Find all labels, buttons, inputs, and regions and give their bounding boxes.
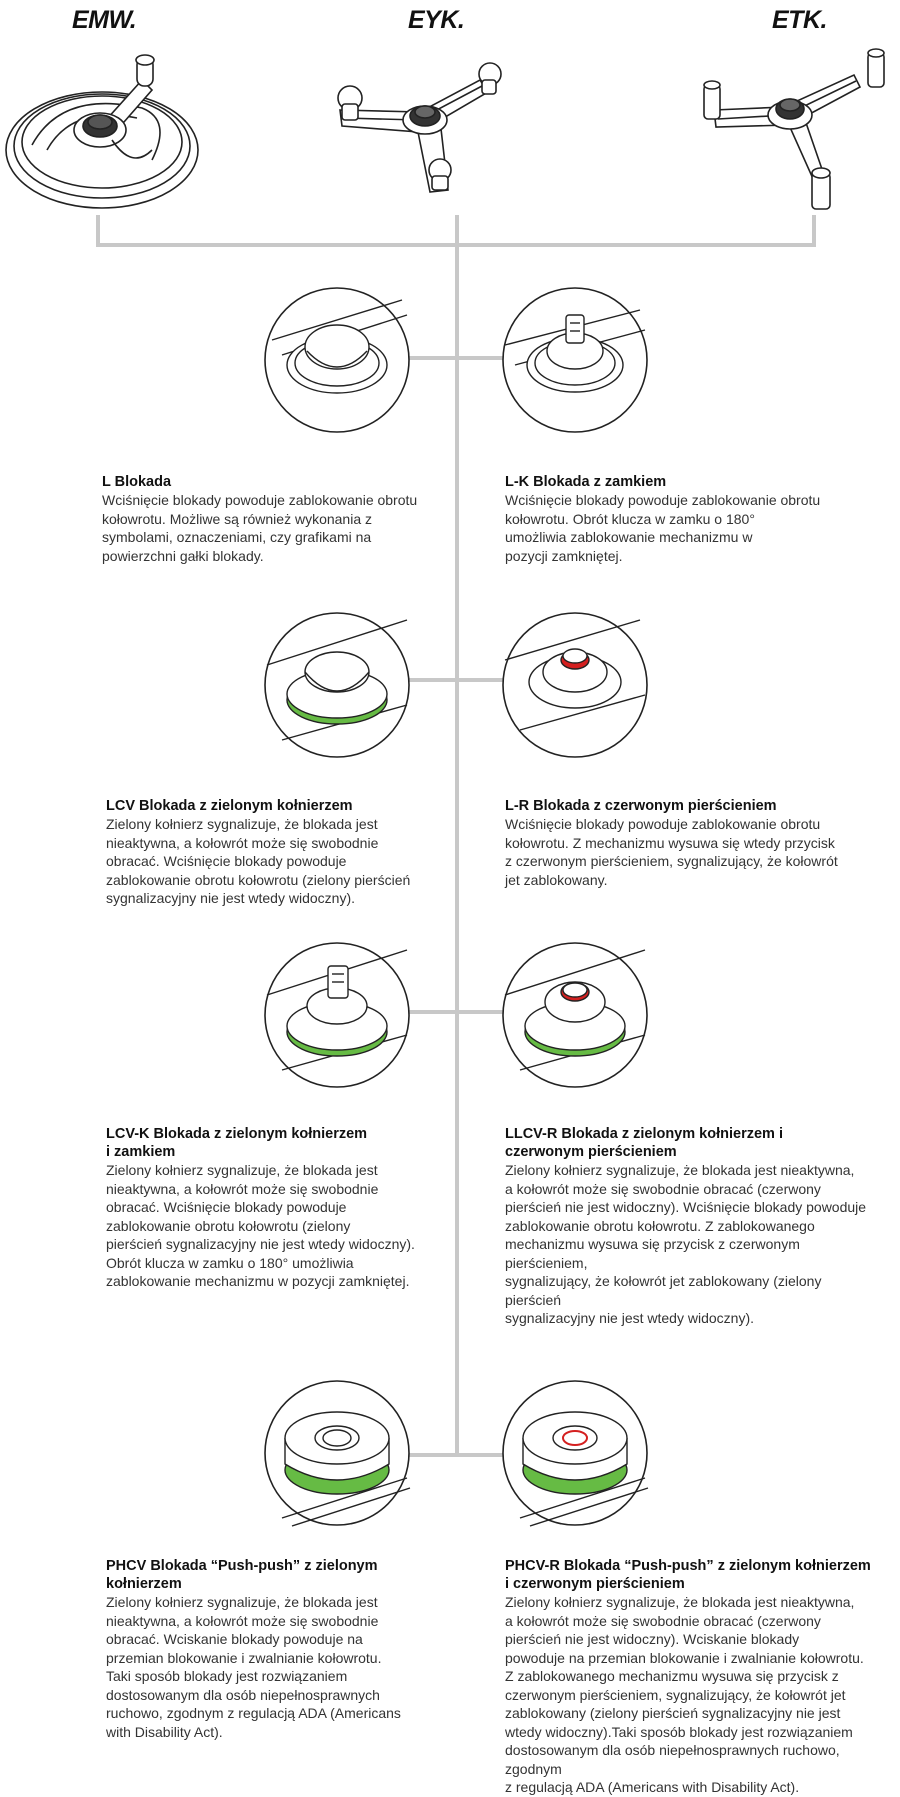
lock-phcvr-line: czerwonym pierścieniem, sygnalizujący, że kołowrót jet (505, 1686, 846, 1703)
lock-phcvr-line: powoduje na przemian blokowanie i zwalnianie kołowrotu. (505, 1649, 864, 1666)
lock-lcv-block (106, 797, 476, 908)
lock-phcvr-line: zablokowany (zielony pierścień sygnalizacyjny nie jest (505, 1705, 841, 1721)
lock-l-line: symbolami, oznaczeniami, czy grafikami na (102, 529, 372, 545)
lock-llcvr-block (505, 1125, 875, 1328)
lock-l-title: L Blokada (102, 474, 172, 490)
lock-l-line: powierzchni gałki blokady. (102, 547, 264, 564)
emw-wheel-image (2, 50, 202, 210)
lock-phcvr-line: wtedy widoczny).Taki sposób blokady jest rozwiązaniem (505, 1723, 853, 1740)
lock-l-line: Wciśnięcie blokady powoduje zablokowanie obrotu (102, 492, 418, 508)
lock-llcvr-title: LLCV-R Blokada z zielonym kołnierzem i (505, 1126, 783, 1142)
lock-phcvr-line: Z zablokowanego mechanizmu wysuwa się przycisk z (505, 1668, 839, 1684)
lock-phcvr-title: PHCV-R Blokada “Push-push” z zielonym kołnierzem (505, 1558, 871, 1574)
lock-phcvr-line: pierścień nie jest widoczny). Wciskanie blokady (505, 1631, 800, 1647)
lock-lcvk-line: obracać. Wciśnięcie blokady powoduje (106, 1199, 347, 1215)
knob-red-ring-icon (500, 610, 650, 760)
lock-lcv-line: Zielony kołnierz sygnalizuje, że blokada jest (106, 816, 378, 832)
lock-lcvk-title: LCV-K Blokada z zielonym kołnierzem (106, 1126, 368, 1142)
lock-lk-line: umożliwia zablokowanie mechanizmu w (505, 529, 753, 545)
lock-phcv-title: PHCV Blokada “Push-push” z zielonym (106, 1558, 378, 1574)
lock-phcvr-line: Zielony kołnierz sygnalizuje, że blokada jest nieaktywna, (505, 1594, 855, 1610)
etk-three-arm-image (694, 45, 894, 215)
lock-lr-title: L-R Blokada z czerwonym pierścieniem (505, 798, 777, 814)
lock-l-block (102, 473, 472, 565)
lock-lk-line: pozycji zamkniętej. (505, 547, 623, 564)
lock-phcvr-line: dostosowanym dla osób niepełnosprawnych ruchowo, zgodnym (505, 1742, 840, 1777)
lock-lcv-title: LCV Blokada z zielonym kołnierzem (106, 798, 353, 814)
lock-lr-line: kołowrotu. Z mechanizmu wysuwa się wtedy przycisk (505, 834, 835, 851)
model-title-eyk: EYK. (408, 6, 465, 34)
lock-llcvr-line: a kołowrót może się swobodnie obracać (czerwony (505, 1180, 821, 1197)
lock-lcvk-line: pierścień sygnalizacyjny nie jest wtedy widoczny). (106, 1236, 415, 1252)
lock-lcv-line: obracać. Wciśnięcie blokady powoduje (106, 853, 347, 869)
lock-phcvr-line: z regulacją ADA (Americans with Disability Act). (505, 1779, 800, 1795)
lock-llcvr-line: sygnalizacyjny nie jest wtedy widoczny). (505, 1310, 754, 1326)
lock-phcv-line: obracać. Wciskanie blokady powoduje na (106, 1631, 363, 1647)
lock-lk-line: kołowrotu. Obrót klucza w zamku o 180° (505, 510, 755, 527)
lock-lcv-line: zablokowanie obrotu kołowrotu (zielony pierścień (106, 871, 411, 888)
lock-lcv-line: nieaktywna, a kołowrót może się swobodnie (106, 834, 379, 851)
eyk-three-arm-image (330, 60, 530, 210)
lock-phcv-line: Taki sposób blokady jest rozwiązaniem (106, 1668, 348, 1684)
knob-icon (262, 285, 412, 435)
lock-lcvk-line: Zielony kołnierz sygnalizuje, że blokada jest (106, 1162, 378, 1178)
model-title-etk: ETK. (772, 6, 827, 34)
lock-lk-line: Wciśnięcie blokady powoduje zablokowanie obrotu (505, 492, 821, 508)
knob-green-red-icon (500, 940, 650, 1090)
lock-lcvk-title: i zamkiem (106, 1144, 176, 1160)
lock-llcvr-line: sygnalizujący, że kołowrót jet zablokowany (zielony pierścień (505, 1273, 822, 1308)
knob-green-key-icon (262, 940, 412, 1090)
lock-phcvr-block (505, 1557, 895, 1797)
lock-lcvk-line: zablokowanie obrotu kołowrotu (zielony (106, 1217, 351, 1234)
lock-l-line: kołowrotu. Możliwe są również wykonania z (102, 510, 372, 527)
lock-lcvk-line: Obrót klucza w zamku o 180° umożliwia (106, 1254, 354, 1271)
lock-phcv-line: with Disability Act). (106, 1723, 223, 1740)
lock-lk-title: L-K Blokada z zamkiem (505, 474, 667, 490)
lock-lcvk-line: nieaktywna, a kołowrót może się swobodnie (106, 1180, 379, 1197)
lock-lcvk-line: zablokowanie mechanizmu w pozycji zamkniętej. (106, 1273, 410, 1289)
lock-lcv-line: sygnalizacyjny nie jest wtedy widoczny). (106, 890, 355, 906)
lock-phcv-line: dostosowanym dla osób niepełnosprawnych (106, 1686, 380, 1703)
lock-llcvr-line: mechanizmu wysuwa się przycisk z czerwonym pierścieniem, (505, 1236, 800, 1271)
lock-lr-block (505, 797, 875, 889)
lock-phcv-line: Zielony kołnierz sygnalizuje, że blokada jest (106, 1594, 378, 1610)
lock-lr-line: jet zablokowany. (505, 871, 608, 888)
lock-llcvr-line: Zielony kołnierz sygnalizuje, że blokada jest nieaktywna, (505, 1162, 855, 1178)
knob-green-collar-icon (262, 610, 412, 760)
lock-lr-line: z czerwonym pierścieniem, sygnalizujący, że kołowrót (505, 853, 838, 869)
lock-phcv-line: ruchowo, zgodnym z regulacją ADA (Americans (106, 1705, 401, 1721)
lock-phcv-line: przemian blokowanie i zwalnianie kołowrotu. (106, 1649, 382, 1666)
push-green-red-icon (500, 1378, 650, 1528)
lock-llcvr-line: pierścień nie jest widoczny). Wciśnięcie blokady powoduje (505, 1199, 867, 1215)
lock-phcvr-title: i czerwonym pierścieniem (505, 1576, 685, 1592)
lock-llcvr-line: zablokowanie obrotu kołowrotu. Z zablokowanego (505, 1217, 815, 1234)
lock-phcvr-line: a kołowrót może się swobodnie obracać (czerwony (505, 1612, 821, 1629)
lock-lr-line: Wciśnięcie blokady powoduje zablokowanie obrotu (505, 816, 821, 832)
push-green-icon (262, 1378, 412, 1528)
model-title-emw: EMW. (72, 6, 137, 34)
lock-phcv-line: nieaktywna, a kołowrót może się swobodnie (106, 1612, 379, 1629)
lock-phcv-block (106, 1557, 476, 1741)
lock-lcvk-block (106, 1125, 476, 1291)
lock-llcvr-title: czerwonym pierścieniem (505, 1144, 677, 1160)
lock-phcv-title: kołnierzem (106, 1576, 182, 1592)
knob-key-icon (500, 285, 650, 435)
lock-lk-block (505, 473, 875, 565)
